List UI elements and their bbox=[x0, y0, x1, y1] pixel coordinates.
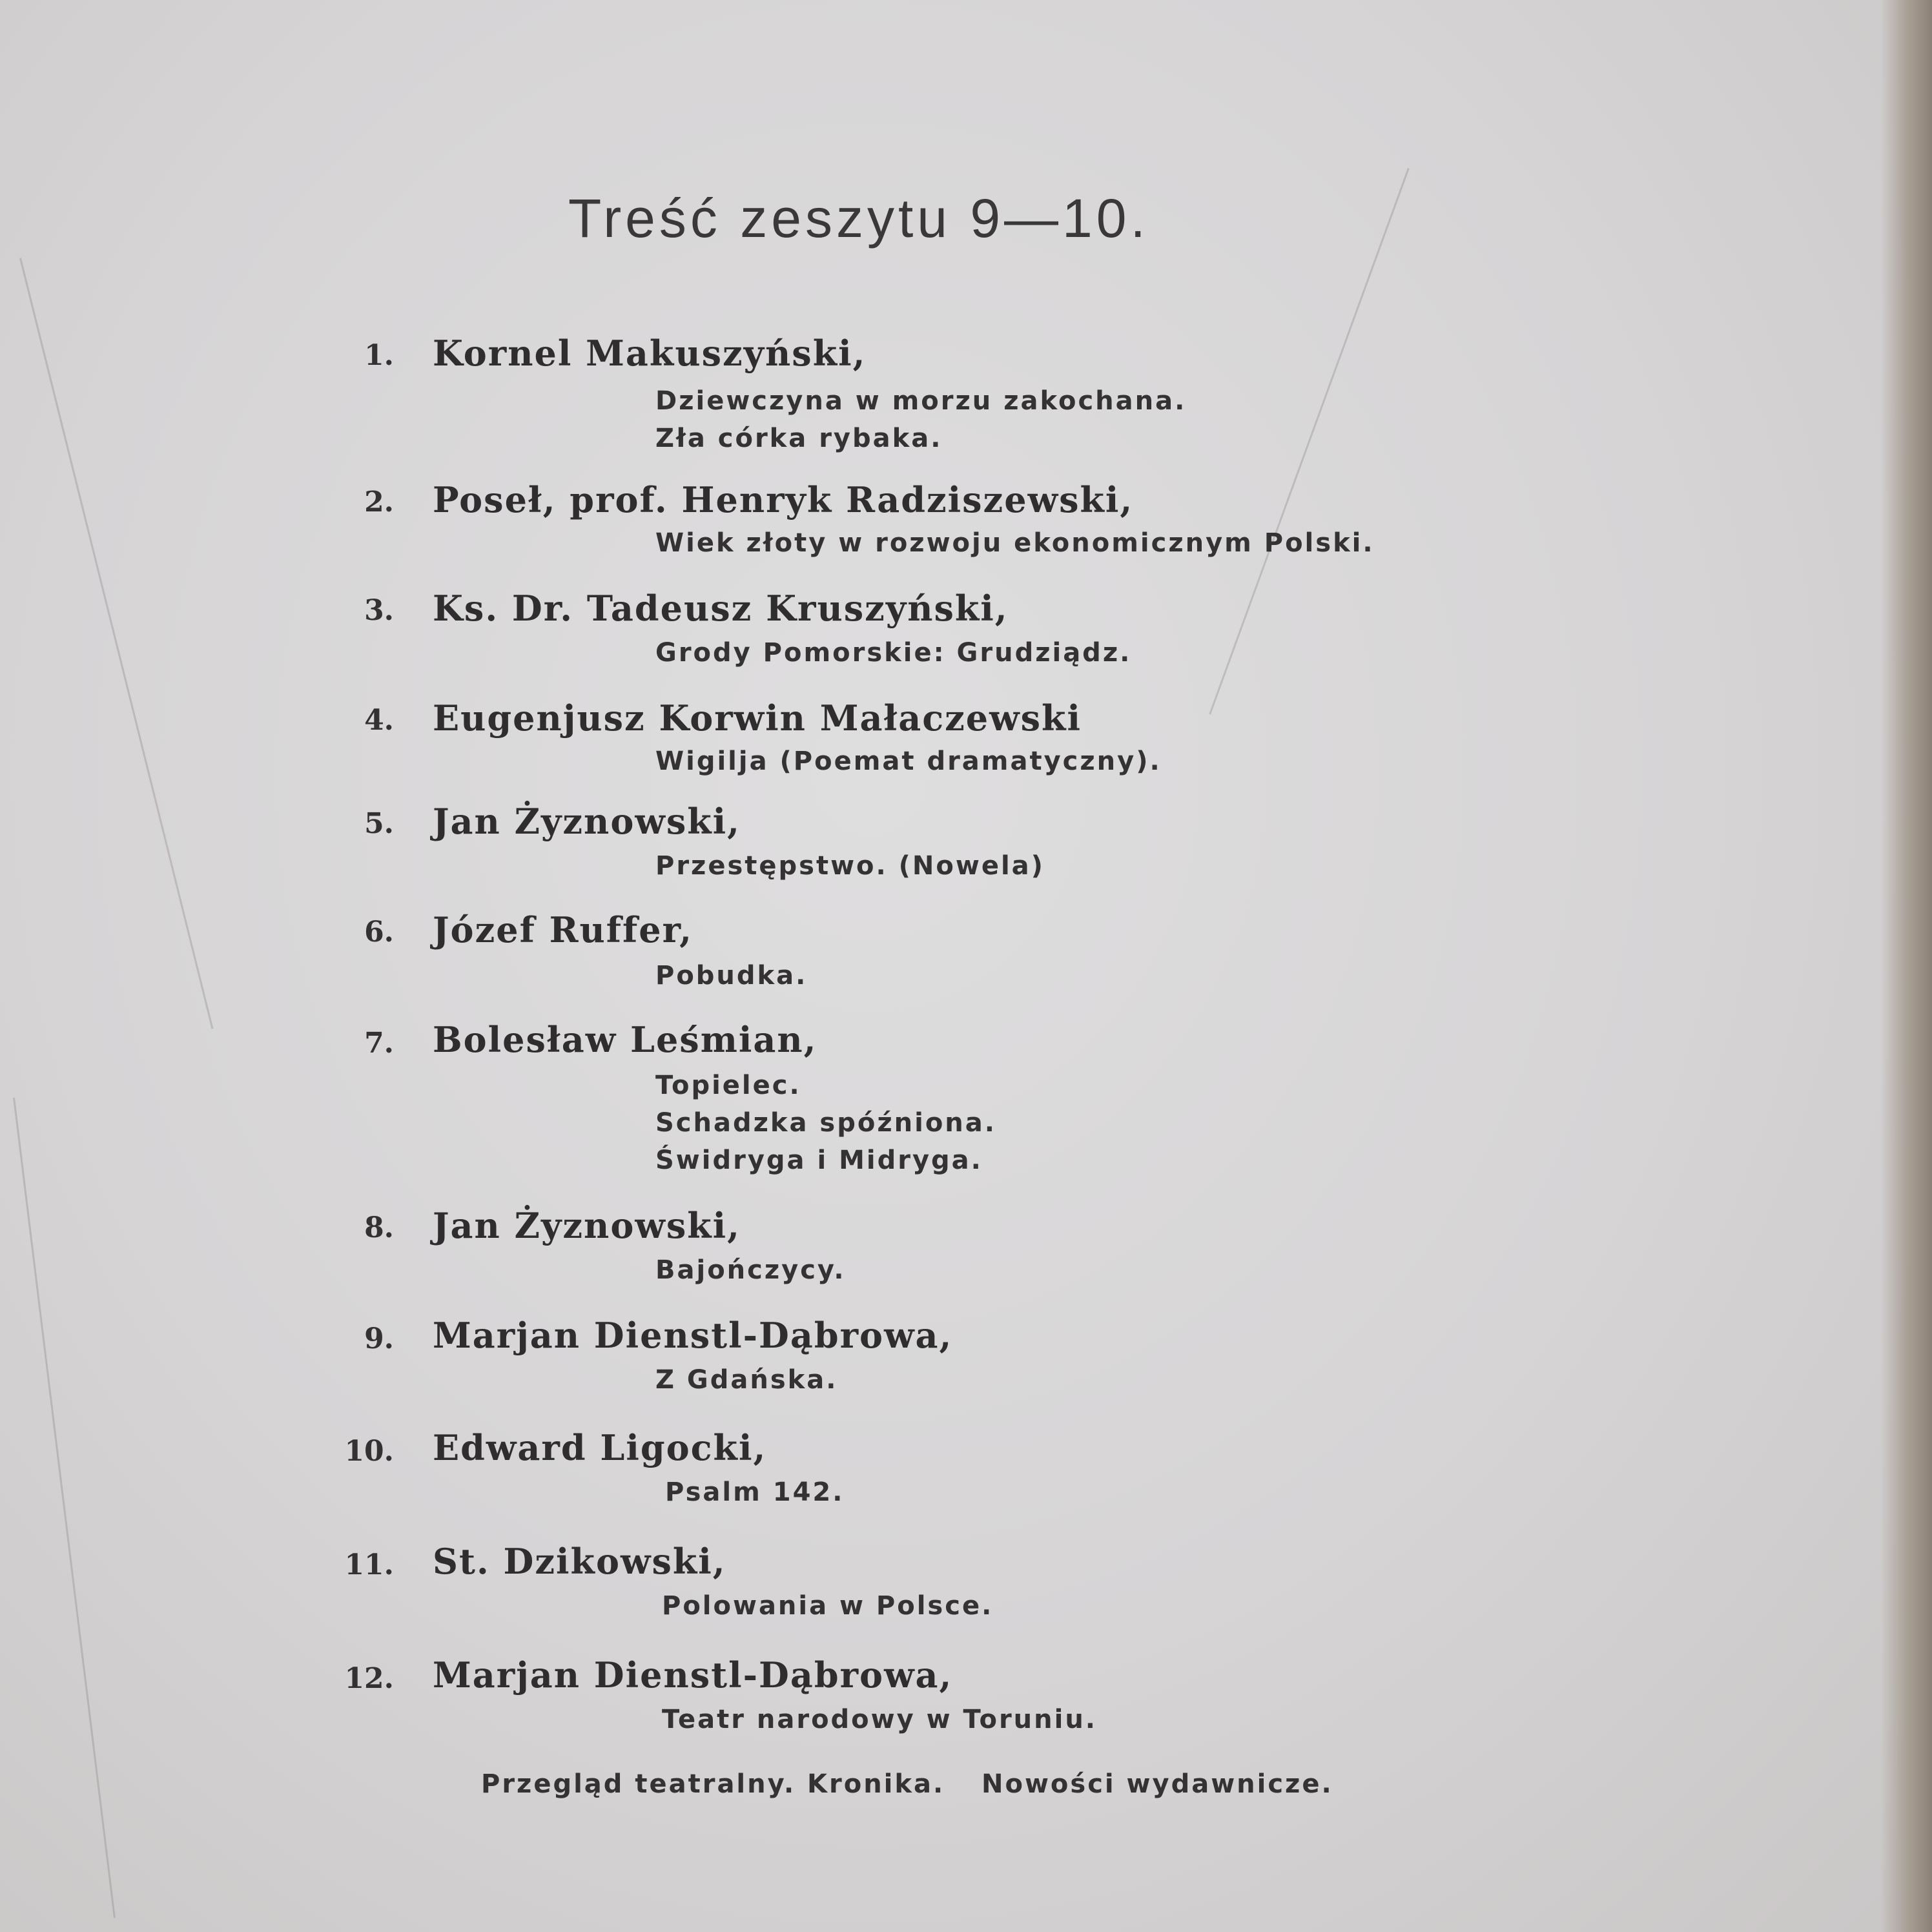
footer-section-theatre-review: Przegląd teatralny. bbox=[481, 1769, 796, 1799]
entry-works bbox=[662, 1587, 993, 1625]
entry-works bbox=[655, 847, 1045, 885]
entry-author: St. Dzikowski, bbox=[433, 1541, 726, 1582]
entry-author: Marjan Dienstl-Dąbrowa, bbox=[433, 1654, 953, 1696]
entry-number: 5. bbox=[364, 807, 394, 840]
entry-number: 1. bbox=[364, 339, 394, 372]
entry-number: 2. bbox=[364, 486, 394, 519]
entry-author: Marjan Dienstl-Dąbrowa, bbox=[433, 1315, 953, 1356]
entry-works bbox=[655, 524, 1375, 562]
page-edge-shadow bbox=[1880, 0, 1932, 1932]
entry-work-title: Psalm 142. bbox=[665, 1477, 845, 1507]
entry-number: 3. bbox=[364, 594, 394, 627]
paper-crease bbox=[19, 258, 213, 1029]
entry-number: 12. bbox=[344, 1662, 394, 1695]
entry-number: 7. bbox=[364, 1027, 394, 1060]
entry-author: Jan Żyznowski, bbox=[433, 801, 741, 842]
entry-work-title: Z Gdańska. bbox=[655, 1365, 838, 1395]
entry-work-title: Bajończycy. bbox=[655, 1255, 846, 1285]
entry-work-title: Polowania w Polsce. bbox=[662, 1591, 994, 1621]
entry-author: Eugenjusz Korwin Małaczewski bbox=[433, 697, 1082, 739]
entry-works bbox=[655, 743, 1162, 780]
entry-works bbox=[655, 1361, 838, 1399]
entry-number: 11. bbox=[344, 1548, 394, 1581]
entry-works bbox=[665, 1474, 844, 1511]
entry-works bbox=[655, 634, 1131, 672]
entry-works bbox=[655, 382, 1186, 457]
entry-work-title: Wigilja (Poemat dramatyczny). bbox=[655, 746, 1162, 776]
entry-works bbox=[655, 1251, 846, 1289]
entry-work-title: Przestępstwo. (Nowela) bbox=[655, 851, 1045, 881]
entry-work-title: Schadzka spóźniona. bbox=[655, 1108, 996, 1138]
entry-work-title: Pobudka. bbox=[655, 961, 808, 991]
entry-work-title: Topielec. bbox=[655, 1071, 801, 1100]
entry-author: Poseł, prof. Henryk Radziszewski, bbox=[433, 479, 1134, 520]
entry-number: 8. bbox=[364, 1211, 394, 1244]
footer-section-new-publications: Nowości wydawnicze. bbox=[981, 1769, 1333, 1799]
footer-section-chronicle: Kronika. bbox=[807, 1769, 945, 1799]
page-title: Treść zeszytu 9—10. bbox=[568, 188, 1149, 249]
entry-work-title: Zła córka rybaka. bbox=[655, 424, 943, 453]
entry-number: 10. bbox=[344, 1435, 394, 1468]
entry-author: Jan Żyznowski, bbox=[433, 1205, 741, 1246]
entry-works bbox=[655, 1067, 996, 1179]
entry-author: Kornel Makuszyński, bbox=[433, 333, 867, 374]
paper-crease bbox=[13, 1098, 116, 1918]
entry-work-title: Grody Pomorskie: Grudziądz. bbox=[655, 638, 1132, 668]
entry-work-title: Teatr narodowy w Toruniu. bbox=[662, 1705, 1098, 1734]
entry-work-title: Dziewczyna w morzu zakochana. bbox=[655, 386, 1187, 416]
entry-work-title: Świdryga i Midryga. bbox=[655, 1146, 983, 1175]
entry-works bbox=[655, 957, 807, 994]
entry-number: 6. bbox=[364, 916, 394, 949]
entry-author: Edward Ligocki, bbox=[433, 1427, 767, 1468]
entry-work-title: Wiek złoty w rozwoju ekonomicznym Polski. bbox=[655, 528, 1375, 558]
entry-works bbox=[662, 1701, 1097, 1738]
entry-author: Ks. Dr. Tadeusz Kruszyński, bbox=[433, 588, 1009, 629]
entry-author: Bolesław Leśmian, bbox=[433, 1019, 817, 1060]
entry-author: Józef Ruffer, bbox=[433, 909, 693, 951]
paper-crease bbox=[1209, 168, 1410, 715]
entry-number: 9. bbox=[364, 1322, 394, 1355]
entry-number: 4. bbox=[364, 704, 394, 737]
